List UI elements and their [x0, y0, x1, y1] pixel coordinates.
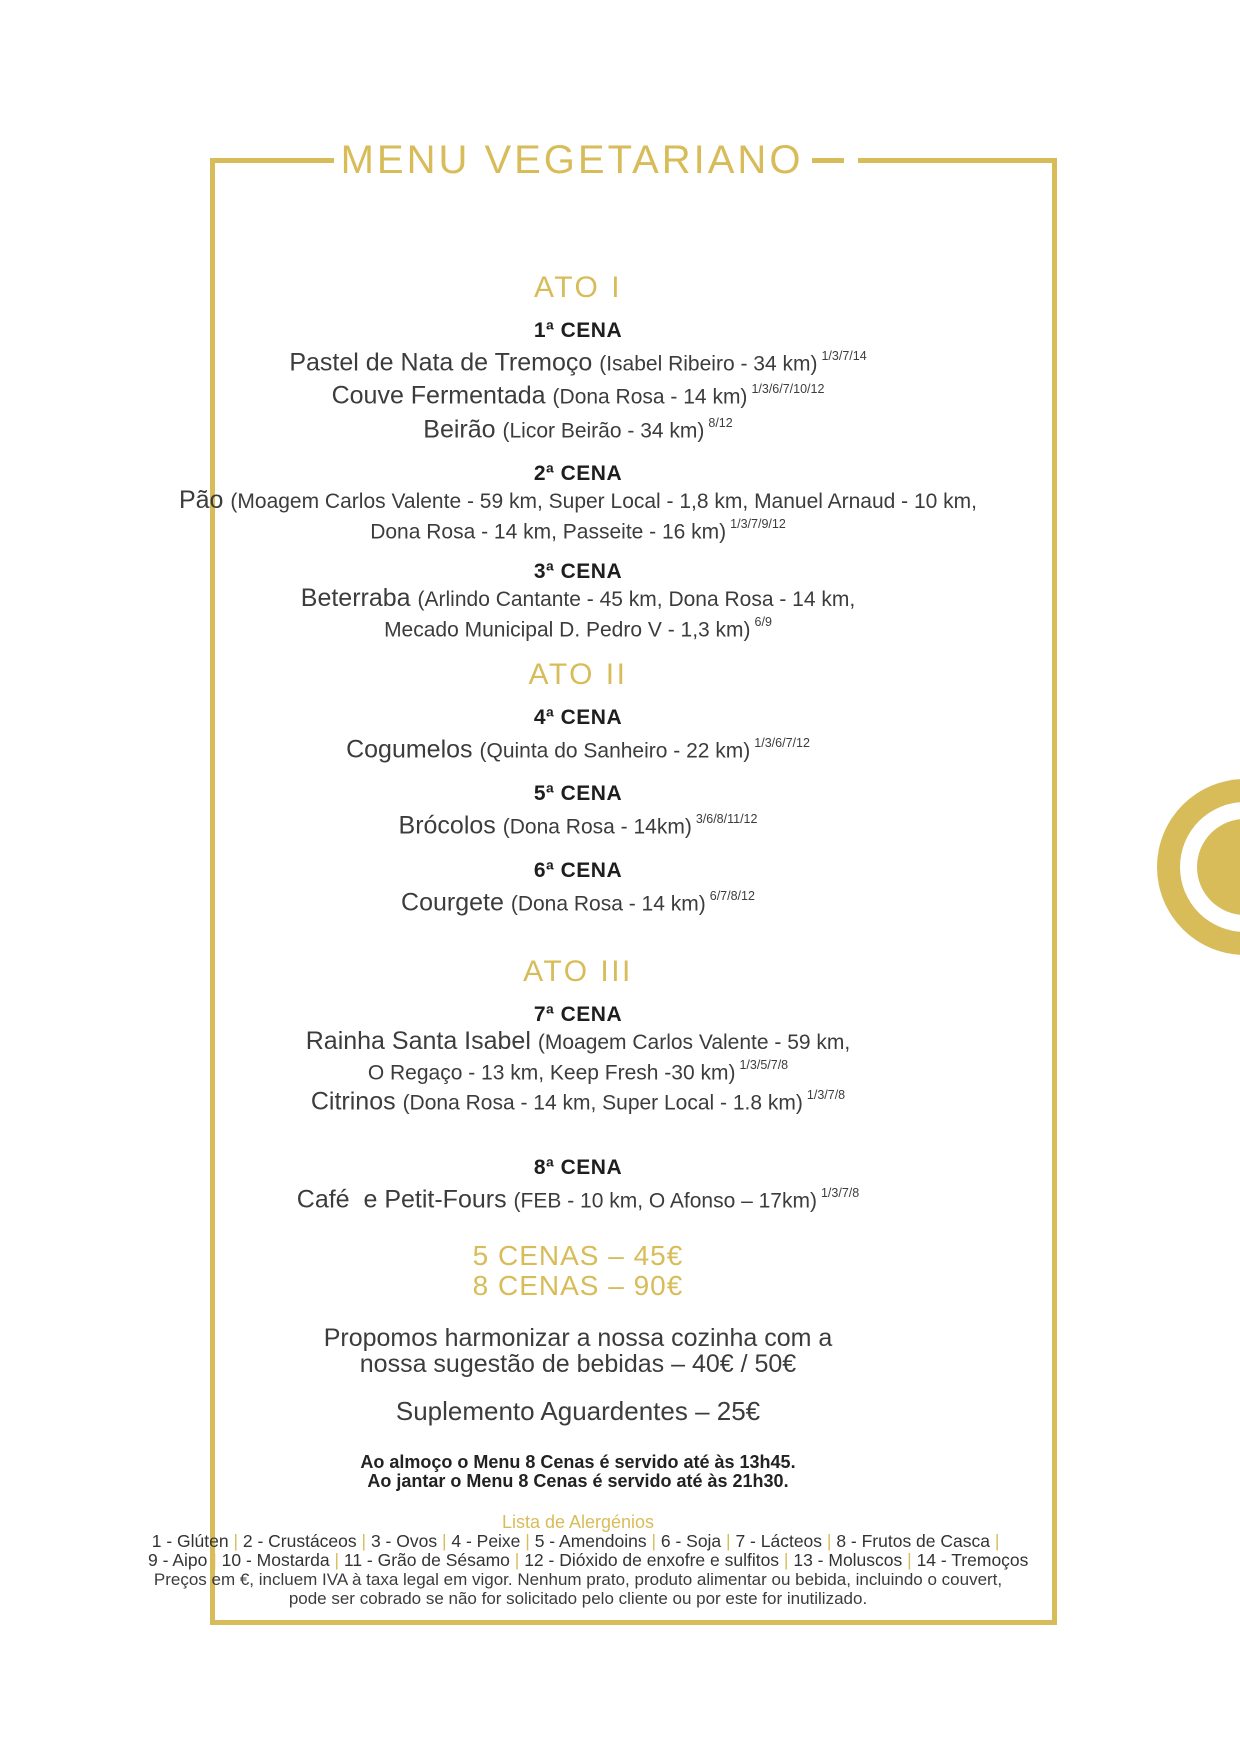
allergen-separator: |: [902, 1550, 917, 1570]
allergen-superscript: 1/3/6/7/12: [754, 736, 810, 750]
pricing-section: [148, 1241, 1008, 1491]
dish-line: [148, 344, 1008, 377]
dish-name: Beirão: [423, 414, 503, 443]
allergen-item: 7 - Lácteos: [735, 1531, 823, 1551]
dish-name: Beterraba: [300, 584, 418, 613]
cena-heading: 4ª CENA: [533, 706, 623, 729]
dish-provenance: (Dona Rosa - 14 km): [552, 385, 748, 409]
supplement-line: Suplemento Aguardentes – 25€: [395, 1396, 761, 1426]
dish-name: Rainha Santa Isabel: [305, 1027, 538, 1055]
dish-line: [148, 1083, 1008, 1116]
allergen-separator: |: [329, 1550, 344, 1570]
dish-provenance: (Isabel Ribeiro - 34 km): [599, 352, 818, 376]
dish-line: [148, 1181, 1008, 1214]
footer-section: [148, 1512, 1029, 1608]
cena-heading: 5ª CENA: [533, 782, 623, 806]
allergen-separator: |: [509, 1550, 525, 1570]
cena-heading: 8ª CENA: [533, 1155, 623, 1179]
dish-line: [148, 807, 1008, 840]
dish-name: Pastel de Nata de Tremoço: [289, 348, 600, 377]
allergen-line-2: [148, 1550, 1029, 1570]
frame-border-top-dash: [812, 158, 844, 163]
allergen-separator: |: [989, 1531, 1005, 1551]
dish-name: Pão: [178, 485, 231, 514]
allergen-item: 12 - Dióxido de enxofre e sulfitos: [524, 1550, 780, 1570]
allergen-separator: |: [437, 1531, 452, 1551]
frame-border-top-left: [210, 158, 334, 163]
cena-block: [148, 318, 1008, 444]
act-title: ATO III: [523, 955, 633, 988]
price-option-5-cenas: 5 CENAS – 45€: [472, 1240, 684, 1271]
dish-line: [148, 613, 1008, 640]
dish-provenance: Dona Rosa - 14 km, Passeite - 16 km): [370, 520, 727, 544]
allergen-item: 8 - Frutos de Casca: [836, 1531, 990, 1551]
cena-heading: 3ª CENA: [533, 560, 623, 584]
allergen-superscript: 6/7/8/12: [709, 888, 755, 903]
pairing-suggestion-line1: Propomos harmonizar a nossa cozinha com a: [323, 1324, 833, 1352]
act-title: ATO I: [533, 271, 623, 304]
dish-provenance: (FEB - 10 km, O Afonso – 17km): [513, 1188, 817, 1212]
dish-line: [148, 1056, 1008, 1083]
allergen-superscript: 1/3/7/8: [806, 1088, 846, 1103]
allergen-item: 11 - Grão de Sésamo: [343, 1550, 510, 1570]
dish-provenance: (Dona Rosa - 14km): [502, 815, 692, 839]
dish-provenance: (Dona Rosa - 14 km, Super Local - 1.8 km): [402, 1091, 803, 1115]
allergen-line-1: [148, 1532, 1008, 1551]
cena-block: [148, 858, 1008, 917]
allergen-separator: |: [207, 1550, 222, 1570]
act-title: ATO II: [528, 658, 628, 691]
dish-name: Brócolos: [398, 811, 503, 840]
allergen-superscript: 8/12: [708, 415, 733, 430]
dish-provenance: O Regaço - 13 km, Keep Fresh -30 km): [367, 1061, 736, 1085]
allergen-superscript: 6/9: [754, 615, 772, 630]
allergen-item: 14 - Tremoços: [916, 1550, 1029, 1570]
dish-provenance: (Licor Beirão - 34 km): [502, 418, 705, 442]
allergen-superscript: 3/6/8/11/12: [695, 812, 758, 827]
cena-block: [148, 559, 1008, 640]
frame-border-right: [1052, 158, 1057, 1625]
allergen-separator: |: [779, 1550, 794, 1570]
dish-line: [148, 884, 1008, 917]
allergen-item: 4 - Peixe: [451, 1531, 521, 1551]
cena-block: [148, 781, 1008, 840]
cena-heading: 1ª CENA: [533, 319, 623, 342]
allergen-item: 2 - Crustáceos: [242, 1531, 357, 1551]
dish-name: Couve Fermentada: [331, 381, 553, 410]
price-option-8-cenas: 8 CENAS – 90€: [472, 1270, 684, 1301]
allergen-item: 10 - Mostarda: [221, 1550, 330, 1570]
legal-note-line1: Preços em €, incluem IVA à taxa legal em vigor. Nenhum prato, produto alimentar ou bebida, incluindo o couvert,: [153, 1570, 1003, 1589]
dish-name: Courgete: [401, 887, 511, 916]
dish-provenance: (Moagem Carlos Valente - 59 km,: [537, 1031, 851, 1054]
allergen-separator: |: [228, 1531, 243, 1551]
allergen-superscript: 1/3/7/14: [821, 349, 867, 363]
pairing-suggestion-line2: nossa sugestão de bebidas – 40€ / 50€: [359, 1350, 797, 1378]
cena-block: [148, 1155, 1008, 1214]
dish-name: Citrinos: [310, 1087, 403, 1116]
allergen-item: 3 - Ovos: [370, 1531, 438, 1551]
dish-name: Cogumelos: [346, 735, 480, 764]
dish-line: [148, 411, 1008, 444]
allergen-item: 6 - Soja: [660, 1531, 722, 1551]
dinner-service-note: Ao jantar o Menu 8 Cenas é servido até às 21h30.: [367, 1471, 789, 1491]
allergen-separator: |: [520, 1531, 535, 1551]
dish-name: Café e Petit-Fours: [296, 1184, 514, 1213]
page-title: MENU VEGETARIANO: [340, 138, 804, 182]
allergen-item: 9 - Aipo: [148, 1550, 208, 1570]
act-section: [148, 954, 1008, 1214]
cena-heading: 7ª CENA: [533, 1003, 623, 1026]
frame-border-top-right: [858, 158, 1057, 163]
allergen-superscript: 1/3/7/8: [820, 1185, 860, 1200]
dish-line: [148, 585, 1008, 613]
dish-provenance: (Quinta do Sanheiro - 22 km): [479, 739, 751, 763]
allergen-list-title: Lista de Alergénios: [501, 1512, 655, 1532]
act-section: [148, 270, 1008, 641]
lunch-service-note: Ao almoço o Menu 8 Cenas é servido até às 13h45.: [360, 1452, 796, 1472]
dish-provenance: (Arlindo Cantante - 45 km, Dona Rosa - 14 km,: [417, 588, 856, 612]
dish-provenance: (Dona Rosa - 14 km): [510, 891, 706, 915]
dish-line: [148, 731, 1008, 764]
allergen-separator: |: [822, 1531, 837, 1551]
dish-line: [148, 1028, 1008, 1056]
allergen-superscript: 1/3/5/7/8: [739, 1058, 789, 1072]
allergen-item: 5 - Amendoins: [534, 1531, 647, 1551]
act-section: [148, 657, 1008, 917]
dish-provenance: Mecado Municipal D. Pedro V - 1,3 km): [384, 618, 751, 642]
cena-block: [148, 705, 1008, 764]
cena-heading: 6ª CENA: [533, 858, 623, 882]
cena-heading: 2ª CENA: [533, 461, 623, 485]
allergen-superscript: 1/3/6/7/10/12: [751, 382, 825, 397]
dish-line: [148, 487, 1008, 515]
legal-note-line2: pode ser cobrado se não for solicitado pelo cliente ou por este for inutilizado.: [288, 1589, 868, 1608]
allergen-separator: |: [356, 1531, 371, 1551]
dish-line: [148, 377, 1008, 410]
frame-border-bottom: [210, 1620, 1057, 1625]
cena-block: [148, 1002, 1008, 1117]
allergen-superscript: 1/3/7/9/12: [730, 516, 786, 531]
allergen-separator: |: [721, 1531, 736, 1551]
decorative-circles-logo: [1150, 772, 1240, 962]
allergen-item: 13 - Moluscos: [793, 1550, 903, 1570]
dish-line: [148, 515, 1008, 542]
allergen-item: 1 - Glúten: [151, 1531, 229, 1551]
allergen-separator: |: [646, 1531, 661, 1551]
cena-block: [148, 461, 1008, 542]
dish-provenance: (Moagem Carlos Valente - 59 km, Super Local - 1,8 km, Manuel Arnaud - 10 km,: [230, 489, 978, 513]
